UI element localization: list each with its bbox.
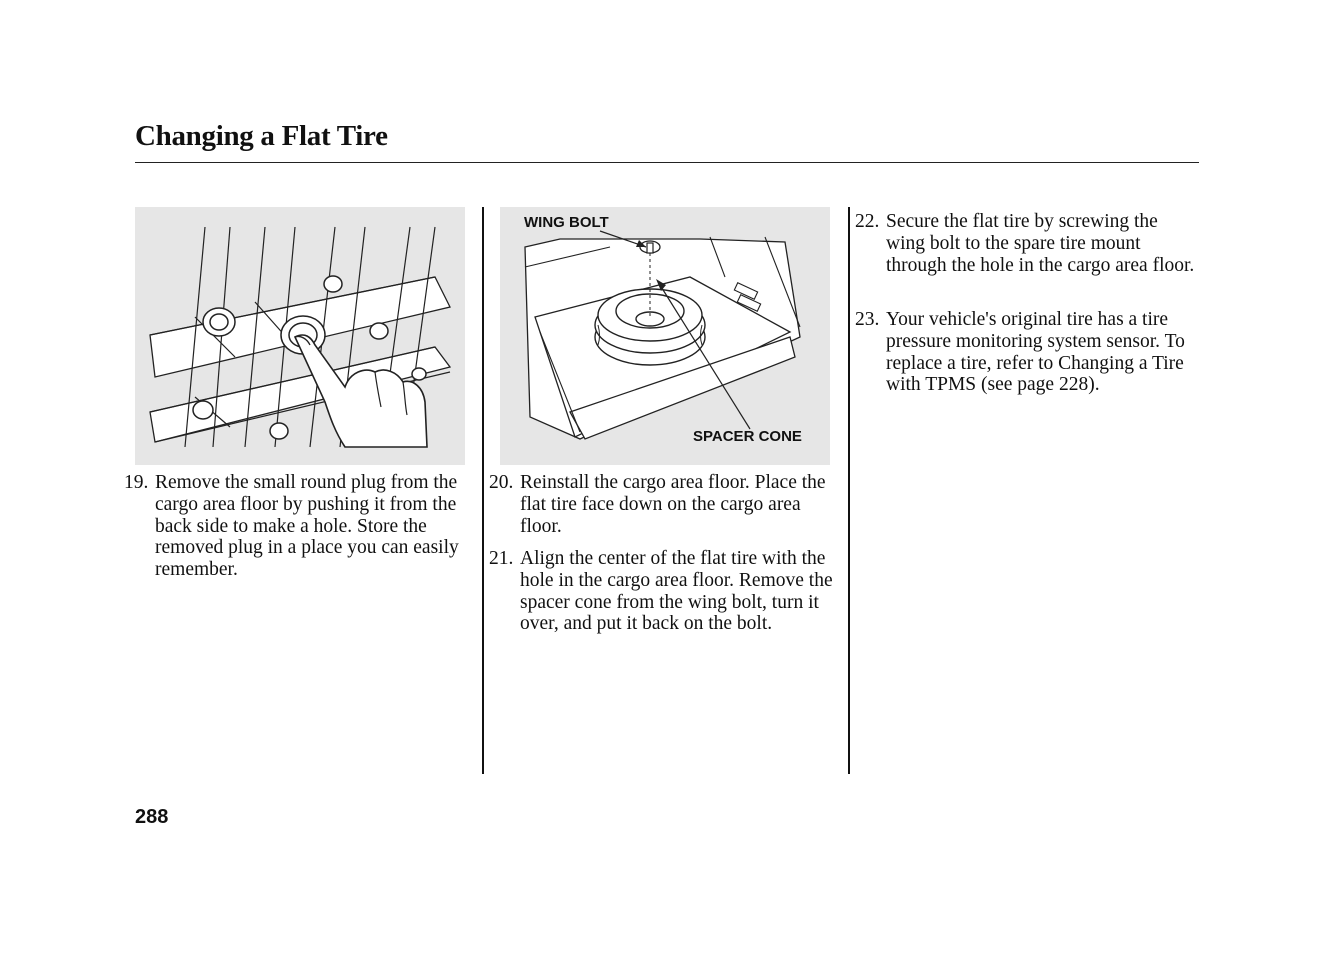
step-20 (489, 472, 834, 537)
step-number: 21. (489, 548, 514, 569)
title-divider (135, 162, 1199, 163)
step-21 (489, 548, 834, 635)
step-number: 23. (855, 309, 880, 330)
step-text: Remove the small round plug from the cargo area floor by pushing it from the back side to make a hole. Store the removed plug in a place you can easily remember. (155, 472, 459, 581)
page-number: 288 (135, 806, 169, 828)
hand-pushing-plug-illustration (135, 207, 465, 465)
step-number: 19. (124, 472, 149, 493)
step-number: 22. (855, 211, 880, 232)
plug-removal-figure (135, 207, 465, 465)
step-text: Align the center of the flat tire with the hole in the cargo area floor. Remove the spacer cone from the wing bolt, turn it over, and put it back on the bolt. (520, 548, 833, 635)
step-23 (855, 309, 1200, 396)
step-19 (124, 472, 469, 581)
spacer-cone-label: SPACER CONE (693, 428, 802, 445)
column-divider-right (848, 207, 850, 774)
wing-bolt-label: WING BOLT (524, 214, 609, 231)
step-text: Your vehicle's original tire has a tire pressure monitoring system sensor. To replace a tire, refer to Changing a Tire with TPMS (see page 228). (886, 309, 1185, 396)
spare-tire-cargo-illustration (500, 207, 830, 465)
step-text: Secure the flat tire by screwing the wing bolt to the spare tire mount through the hole in the cargo area floor. (886, 211, 1195, 276)
column-divider-left (482, 207, 484, 774)
step-22 (855, 211, 1200, 276)
step-number: 20. (489, 472, 514, 493)
step-text: Reinstall the cargo area floor. Place the flat tire face down on the cargo area floor. (520, 472, 826, 537)
page-title: Changing a Flat Tire (135, 120, 388, 152)
spare-tire-figure (500, 207, 830, 465)
